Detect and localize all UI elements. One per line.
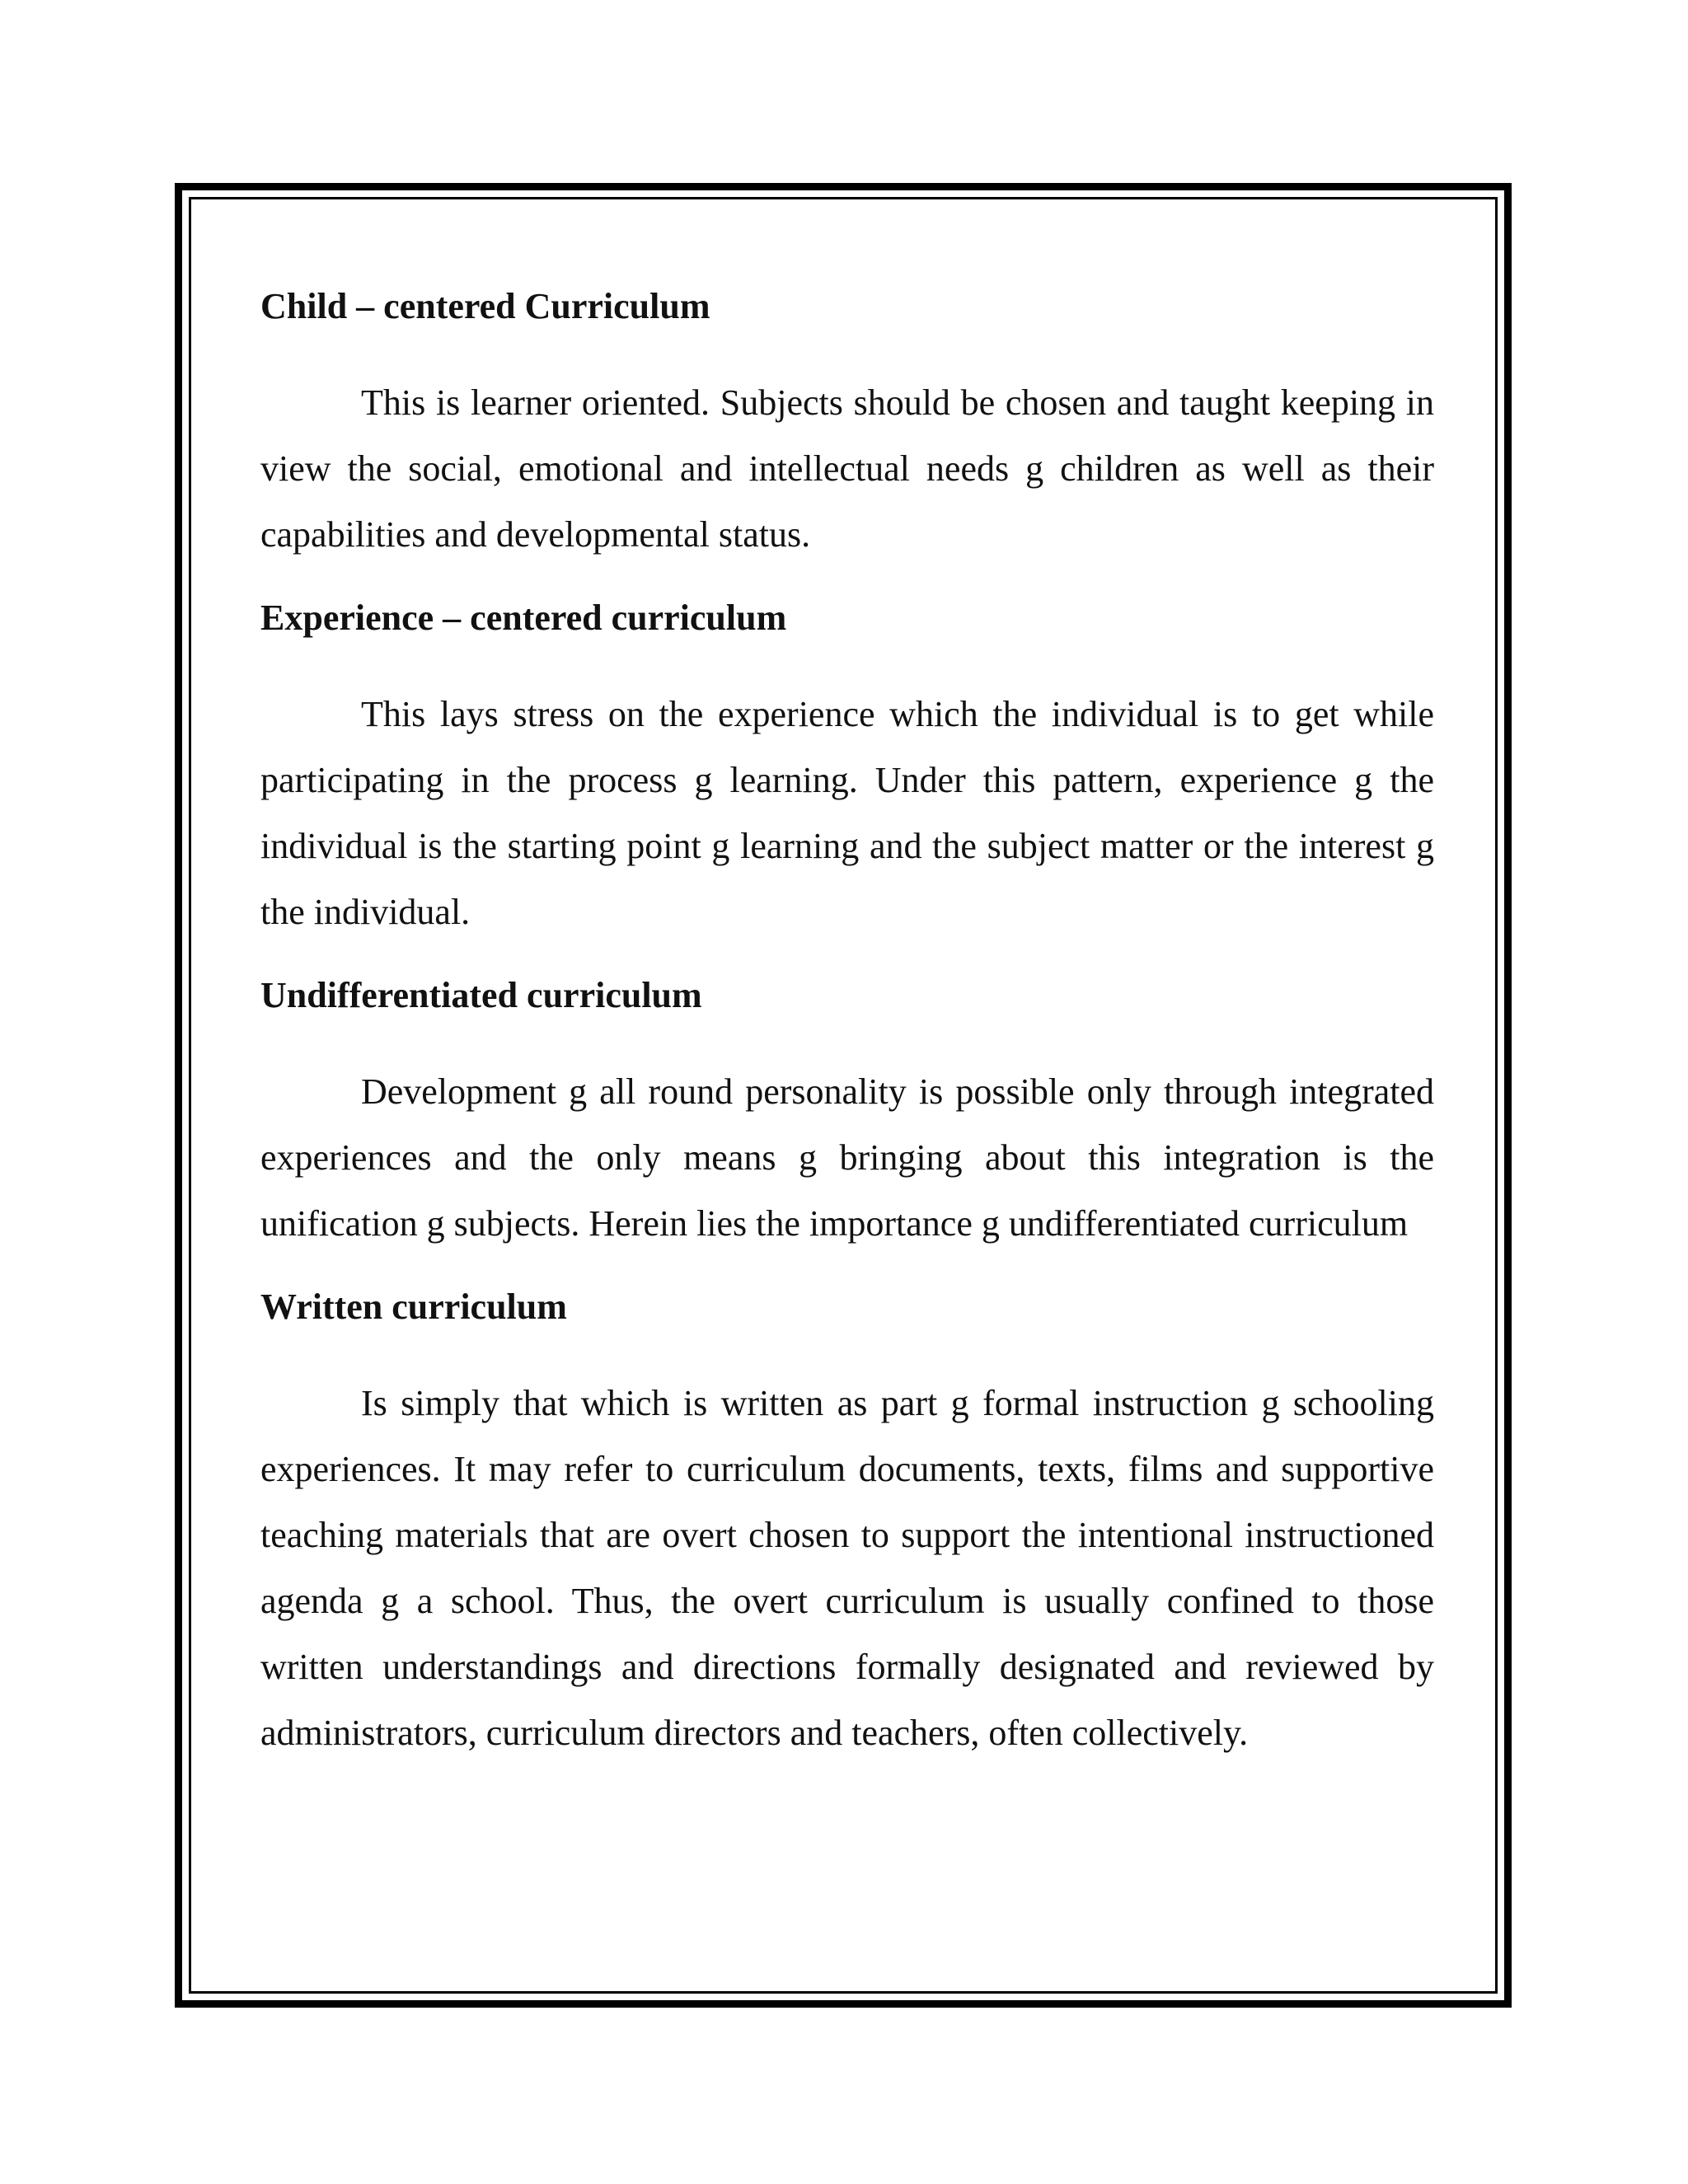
section-body-written: Is simply that which is written as part g formal instruction g schooling experiences. It may refer to curriculum documents, texts, films and supportive teaching materials that are overt chosen to support the intentional instructioned agenda g a school. Thus, the overt curriculum is usually confined to those written understandings and directions formally designated and reviewed by administrators, curriculum directors and teachers, often collectively.	[260, 1383, 1434, 1753]
section-heading-undifferentiated: Undifferentiated curriculum	[260, 975, 702, 1015]
document-content	[260, 284, 1434, 1766]
section-body-experience-centered: This lays stress on the experience which the individual is to get while participating in the process g learning. Under this pattern, experience g the individual is the starting point g learning and the subject matter or the interest g the individual.	[260, 694, 1434, 932]
section-heading-child-centered: Child – centered Curriculum	[260, 286, 710, 326]
section-heading-experience-centered: Experience – centered curriculum	[260, 598, 787, 638]
section-body-undifferentiated: Development g all round personality is possible only through integrated experiences and the only means g bringing about this integration is the unification g subjects. Herein lies the importance g undifferentiated curriculum	[260, 1071, 1434, 1244]
section-body-child-centered: This is learner oriented. Subjects should be chosen and taught keeping in view the social, emotional and intellectual needs g children as well as their capabilities and developmental status.	[260, 382, 1434, 555]
section-heading-written: Written curriculum	[260, 1286, 567, 1327]
